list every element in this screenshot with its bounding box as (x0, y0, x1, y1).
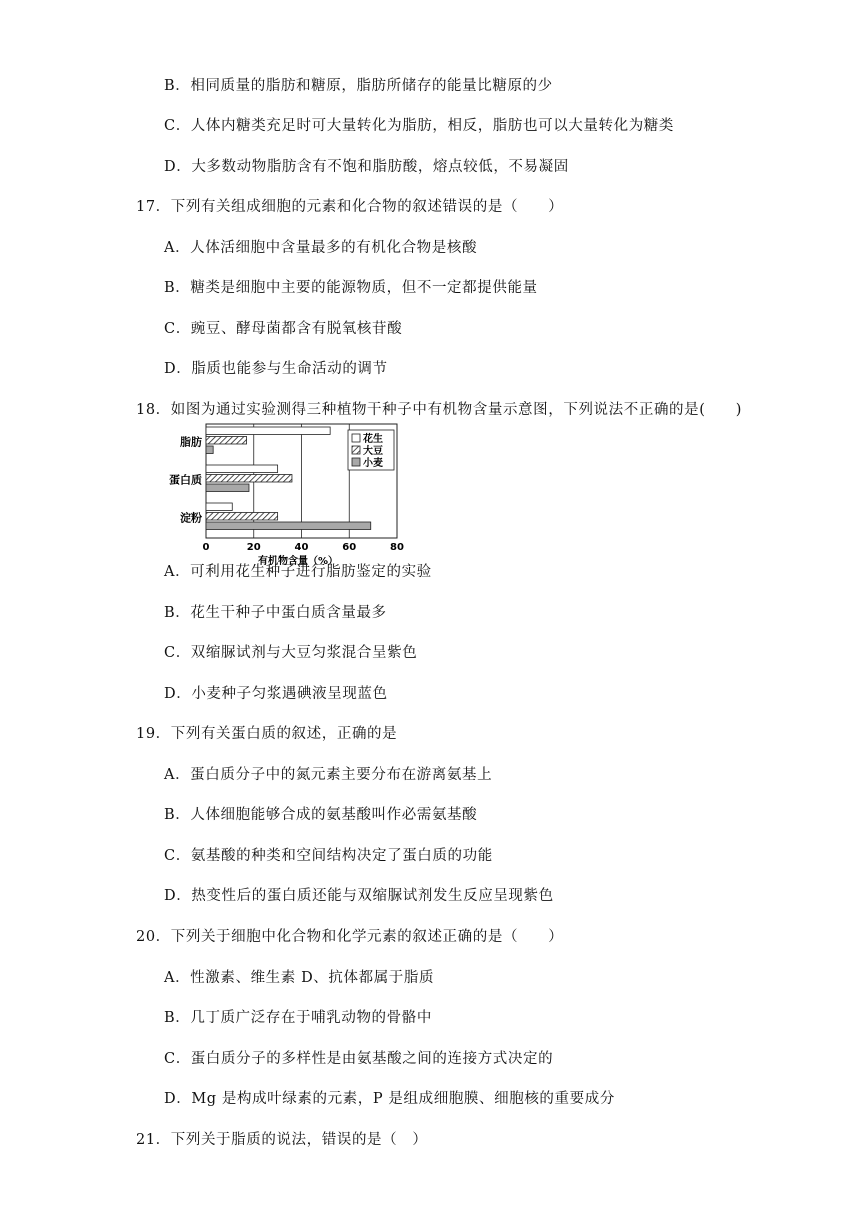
q17-stem: 17．下列有关组成细胞的元素和化合物的叙述错误的是（ ） (136, 199, 564, 215)
q19-option-b: B．人体细胞能够合成的氨基酸叫作必需氨基酸 (164, 807, 478, 823)
chart-x-axis-label: 有机物含量（%） (257, 556, 339, 567)
q21-stem: 21．下列关于脂质的说法，错误的是（ ） (136, 1132, 428, 1148)
q20-option-d: D．Mg 是构成叶绿素的元素，P 是组成细胞膜、细胞核的重要成分 (164, 1091, 615, 1107)
organic-content-chart (160, 418, 410, 568)
bar-小麦-淀粉 (206, 522, 371, 530)
chart-bars (206, 427, 371, 530)
bar-小麦-脂肪 (206, 446, 213, 454)
bar-花生-淀粉 (206, 503, 232, 511)
q20-option-c: C．蛋白质分子的多样性是由氨基酸之间的连接方式决定的 (164, 1051, 554, 1067)
legend-label: 大豆 (363, 446, 383, 457)
q16-option-b: B．相同质量的脂肪和糖原，脂肪所储存的能量比糖原的少 (164, 78, 553, 94)
q18-option-b: B．花生干种子中蛋白质含量最多 (164, 605, 387, 621)
legend-swatch (352, 434, 360, 442)
bar-大豆-脂肪 (206, 437, 247, 445)
x-tick-label: 0 (202, 542, 210, 553)
category-label: 脂肪 (180, 435, 202, 449)
q17-option-b: B．糖类是细胞中主要的能源物质，但不一定都提供能量 (164, 280, 538, 296)
q18-option-d: D．小麦种子匀浆遇碘液呈现蓝色 (164, 686, 388, 702)
q20-option-b: B．几丁质广泛存在于哺乳动物的骨骼中 (164, 1010, 432, 1026)
bar-大豆-淀粉 (206, 513, 278, 521)
legend-swatch (352, 458, 360, 466)
q19-option-a: A．蛋白质分子中的氮元素主要分布在游离氨基上 (164, 767, 493, 783)
q18-option-c: C．双缩脲试剂与大豆匀浆混合呈紫色 (164, 645, 418, 661)
category-label: 淀粉 (180, 511, 202, 525)
category-label: 蛋白质 (169, 473, 202, 487)
q18-stem: 18．如图为通过实验测得三种植物干种子中有机物含量示意图，下列说法不正确的是( ) (136, 402, 742, 418)
x-tick-label: 80 (390, 542, 404, 553)
legend-swatch (352, 446, 360, 454)
q19-option-d: D．热变性后的蛋白质还能与双缩脲试剂发生反应呈现紫色 (164, 888, 554, 904)
q20-option-a: A．性激素、维生素 D、抗体都属于脂质 (164, 970, 435, 986)
q20-stem: 20．下列关于细胞中化合物和化学元素的叙述正确的是（ ） (136, 929, 564, 945)
q19-option-c: C．氨基酸的种类和空间结构决定了蛋白质的功能 (164, 848, 493, 864)
q17-option-c: C．豌豆、酵母菌都含有脱氧核苷酸 (164, 321, 403, 337)
x-tick-label: 60 (342, 542, 357, 553)
legend-label: 小麦 (363, 458, 383, 469)
q18-option-a: A．可利用花生种子进行脂肪鉴定的实验 (164, 564, 432, 580)
legend-label: 花生 (363, 434, 383, 445)
chart-category-labels (169, 434, 202, 524)
bar-花生-脂肪 (206, 427, 330, 435)
chart-legend (348, 430, 394, 470)
q19-stem: 19．下列有关蛋白质的叙述，正确的是 (136, 726, 398, 742)
q17-option-d: D．脂质也能参与生命活动的调节 (164, 361, 388, 377)
x-tick-label: 20 (246, 542, 261, 553)
bar-小麦-蛋白质 (206, 484, 249, 492)
q16-option-c: C．人体内糖类充足时可大量转化为脂肪，相反，脂肪也可以大量转化为糖类 (164, 118, 674, 134)
bar-大豆-蛋白质 (206, 475, 292, 483)
x-tick-label: 40 (294, 542, 309, 553)
chart-x-ticks (203, 542, 404, 553)
q16-option-d: D．大多数动物脂肪含有不饱和脂肪酸，熔点较低，不易凝固 (164, 159, 569, 175)
bar-花生-蛋白质 (206, 465, 278, 473)
q17-option-a: A．人体活细胞中含量最多的有机化合物是核酸 (164, 240, 478, 256)
